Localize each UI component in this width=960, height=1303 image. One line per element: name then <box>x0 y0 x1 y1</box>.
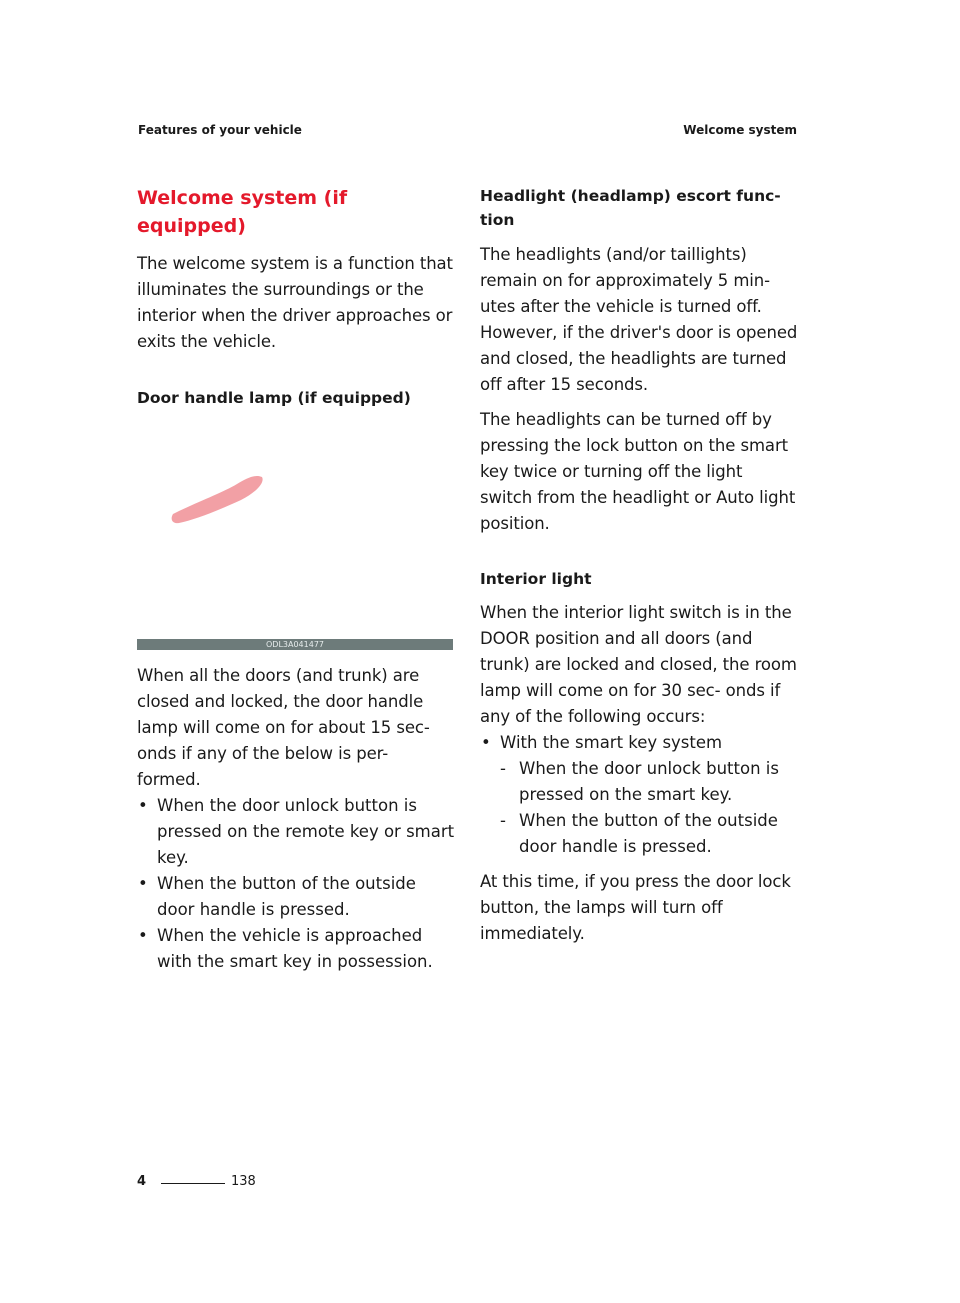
list-item: - When the button of the outside door handle is pressed. <box>480 808 798 860</box>
chapter-number: 4 <box>137 1174 147 1189</box>
list-item: • When the button of the outside door handle is pressed. <box>137 871 455 923</box>
page-number: 138 <box>231 1174 256 1189</box>
interior-paragraph-2: At this time, if you press the door lock button, the lamps will turn off immediately. <box>480 872 791 943</box>
interior-paragraph-1: When the interior light switch is in the DOOR position and all doors (and trunk) are locked and closed, the room lamp will come on for 30 sec- onds if any of the following occurs: <box>480 603 797 726</box>
list-item: • With the smart key system <box>480 730 798 756</box>
bullet-icon: • <box>138 796 148 815</box>
list-item: • When the door unlock button is pressed on the remote key or smart key. <box>137 793 455 871</box>
running-header-right: Welcome system <box>683 123 797 137</box>
list-item: • When the vehicle is approached with the smart key in possession. <box>137 923 455 975</box>
left-column <box>137 184 455 975</box>
figure-code: ODL3A041477 <box>137 639 453 650</box>
bullet-icon: • <box>481 733 491 752</box>
intro-paragraph: The welcome system is a function that illuminates the surroundings or the interior when the driver approaches or exits the vehicle. <box>137 254 453 351</box>
door-handle-heading: Door handle lamp (if equipped) <box>137 389 411 407</box>
list-item: - When the door unlock button is pressed on the smart key. <box>480 756 798 808</box>
page-footer <box>137 1174 256 1189</box>
bullet-icon: • <box>138 874 148 893</box>
door-handle-paragraph: When all the doors (and trunk) are closed and locked, the door handle lamp will come on for about 15 sec- onds if any of the below is per- formed. <box>137 666 430 789</box>
footer-rule <box>161 1183 225 1184</box>
right-column <box>480 184 798 947</box>
interior-sub-bullets <box>480 756 798 860</box>
escort-paragraph-2: The headlights can be turned off by pressing the lock button on the smart key twice or turning off the light switch from the headlight or Auto light position. <box>480 410 796 533</box>
escort-heading: Headlight (headlamp) escort func- tion <box>480 187 781 229</box>
door-handle-figure <box>137 436 453 650</box>
escort-paragraph-1: The headlights (and/or taillights) remain on for approximately 5 min- utes after the vehicle is turned off. However, if the driver's door is opened and closed, the headlights are turned off after 15 seconds. <box>480 245 798 394</box>
running-header-left: Features of your vehicle <box>138 123 302 137</box>
bullet-icon: • <box>138 926 148 945</box>
interior-light-heading: Interior light <box>480 570 592 588</box>
interior-bullets <box>480 730 798 756</box>
door-handle-bullets <box>137 793 455 975</box>
door-handle-lamp-illustration <box>137 436 453 650</box>
dash-icon: - <box>500 759 506 778</box>
dash-icon: - <box>500 811 506 830</box>
door-handle-lamp-glow <box>172 476 263 523</box>
section-title: Welcome system (if equipped) <box>137 187 348 237</box>
